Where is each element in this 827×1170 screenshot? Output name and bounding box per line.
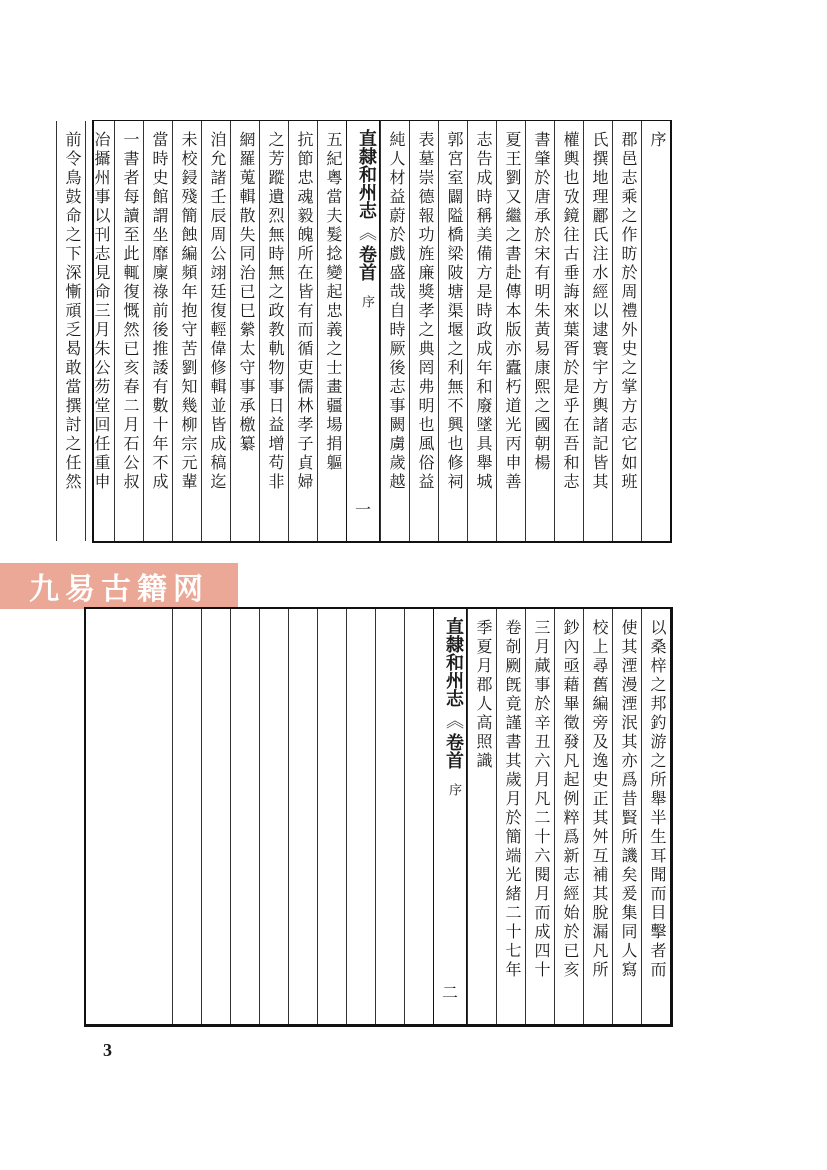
top-page bbox=[63, 120, 672, 543]
watermark-banner bbox=[0, 563, 238, 609]
text-column: 冶攝州事以刊志見命三月朱公芴堂回任重申 bbox=[85, 121, 114, 541]
empty-column bbox=[172, 609, 201, 1024]
volume-title: 直隸和州志 bbox=[356, 129, 377, 219]
volume-label: 卷首 bbox=[443, 733, 464, 769]
text-column: 以桑梓之邦釣游之所舉半生耳聞而目擊者而 bbox=[641, 609, 670, 1024]
leaf-number: 一 bbox=[354, 500, 371, 519]
text-column: 郭宮室闢隘橋梁陂塘渠堰之利無不興也修祠 bbox=[438, 121, 467, 541]
bottom-page-banner bbox=[433, 609, 467, 1024]
text-column: 三月蕆事於辛丑六月凡二十六閱月而成四十 bbox=[525, 609, 554, 1024]
banner-divider-icon: 《 bbox=[356, 223, 377, 241]
text-column: 使其湮漫湮泯其亦爲昔賢所譏矣爰集同人寫 bbox=[612, 609, 641, 1024]
bottom-page bbox=[84, 607, 673, 1027]
text-column: 當時史館謂坐靡廩祿前後推諉有數十年不成 bbox=[143, 121, 172, 541]
empty-column bbox=[288, 609, 317, 1024]
text-column: 序 bbox=[641, 121, 670, 541]
section-label: 序 bbox=[359, 295, 374, 308]
text-column: 鈔內亟藉畢徵發凡起例粹爲新志經始於已亥 bbox=[554, 609, 583, 1024]
empty-column bbox=[259, 609, 288, 1024]
empty-column bbox=[317, 609, 346, 1024]
banner-divider-icon: 《 bbox=[443, 711, 464, 729]
text-column: 表墓崇德報功旌廉獎孝之典罔弗明也風俗益 bbox=[409, 121, 438, 541]
text-column: 一書者每讀至此輒復慨然已亥春二月石公叔 bbox=[114, 121, 143, 541]
empty-column bbox=[375, 609, 404, 1024]
watermark-text: 九易古籍网 bbox=[29, 572, 209, 607]
text-column: 郡邑志乘之作昉於周禮外史之掌方志它如班 bbox=[612, 121, 641, 541]
text-column: 校上尋舊編旁及逸史正其舛互補其脫漏凡所 bbox=[583, 609, 612, 1024]
text-column: 抗節忠魂毅魄所在皆有而循吏儒林孝子貞婦 bbox=[288, 121, 317, 541]
text-column: 之芳蹤遺烈無時無之政教軌物事日益增苟非 bbox=[259, 121, 288, 541]
volume-label: 卷首 bbox=[356, 245, 377, 281]
page-number: 3 bbox=[103, 1040, 112, 1060]
text-column: 夏王劉又繼之書赴傳本版亦蠹朽道光丙申善 bbox=[496, 121, 525, 541]
text-column: 權輿也攷鏡往古垂誨來葉胥於是乎在吾和志 bbox=[554, 121, 583, 541]
text-column: 書肇於唐承於宋有明朱黃易康熙之國朝楊 bbox=[525, 121, 554, 541]
empty-column bbox=[201, 609, 230, 1024]
text-column: 季夏月郡人高照識 bbox=[467, 609, 496, 1024]
text-column: 純人材益蔚於戲盛哉自時厥後志事闕虜歲越 bbox=[380, 121, 409, 541]
empty-column bbox=[404, 609, 433, 1024]
section-label: 序 bbox=[446, 783, 461, 796]
volume-title: 直隸和州志 bbox=[443, 617, 464, 707]
leaf-number: 二 bbox=[441, 983, 458, 1002]
text-column: 卷剞劂旣竟謹書其歲月於簡端光緒二十七年 bbox=[496, 609, 525, 1024]
text-column: 網羅蒐輯散失同治已巳縈太守事承檄纂 bbox=[230, 121, 259, 541]
empty-column bbox=[230, 609, 259, 1024]
text-column: 志告成時稱美備方是時政成年和廢墜具舉城 bbox=[467, 121, 496, 541]
top-page-banner bbox=[346, 121, 380, 541]
text-column: 洎允諸壬辰周公翊廷復輕偉修輯並皆成稿迄 bbox=[201, 121, 230, 541]
text-column: 前令鳥鼓命之下深慚頑乏曷敢當撰討之任然 bbox=[56, 121, 85, 541]
text-column: 未校鋟殘簡蝕編頻年抱守苦劉知幾柳宗元輩 bbox=[172, 121, 201, 541]
empty-column bbox=[346, 609, 375, 1024]
text-column: 五紀粵當夫髮捻變起忠義之士畫疆場捐軀 bbox=[317, 121, 346, 541]
text-column: 氏撰地理酈氏注水經以逮寰宇方輿諸記皆其 bbox=[583, 121, 612, 541]
